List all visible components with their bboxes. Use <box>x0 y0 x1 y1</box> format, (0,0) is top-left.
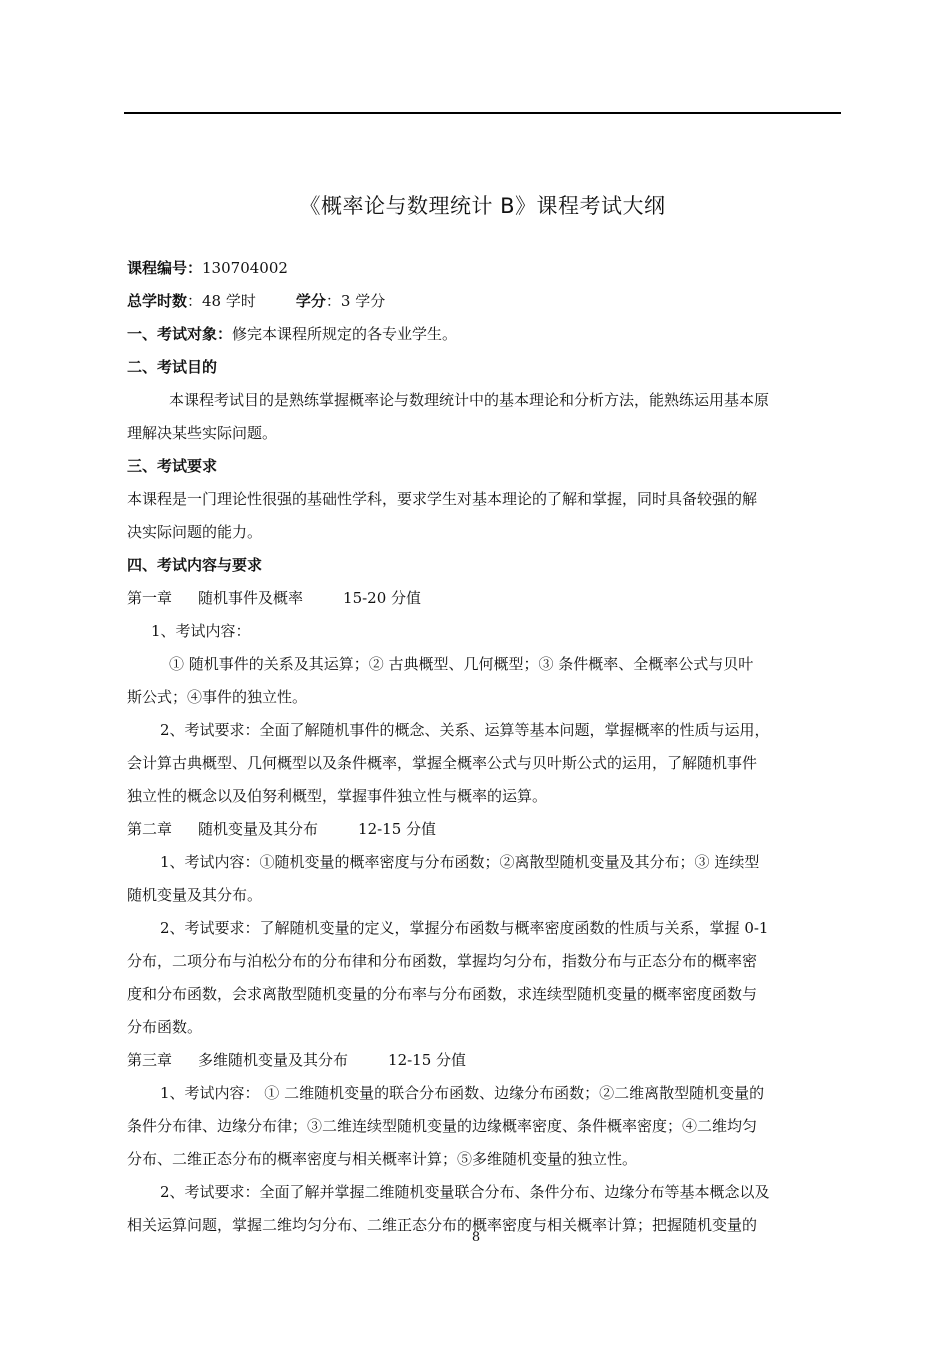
paragraph-line: 会计算古典概型、几何概型以及条件概率，掌握全概率公式与贝叶斯公式的运用，了解随机事件 <box>127 754 758 772</box>
paragraph-line: 独立性的概念以及伯努利概型，掌握事件独立性与概率的运算。 <box>127 787 548 805</box>
header-rule <box>124 112 841 114</box>
paragraph-line: 1、考试内容：①随机变量的概率密度与分布函数；②离散型随机变量及其分布；③ 连续型 <box>160 853 760 871</box>
chapter-number: 第一章 <box>127 589 173 607</box>
chapter-name: 随机变量及其分布 <box>198 820 319 838</box>
hours-label: 总学时数 <box>127 292 188 310</box>
hours-value: ：48 学时 <box>187 292 256 310</box>
section-heading-requirements: 三、考试要求 <box>127 457 218 475</box>
paragraph-line: 2、考试要求：了解随机变量的定义，掌握分布函数与概率密度函数的性质与关系，掌握 0-1 <box>160 919 769 937</box>
paragraph-line: 本课程是一门理论性很强的基础性学科，要求学生对基本理论的了解和掌握，同时具备较强的解 <box>127 490 758 508</box>
paragraph-line: 条件分布律、边缘分布律；③二维连续型随机变量的边缘概率密度、条件概率密度；④二维均匀 <box>127 1117 758 1135</box>
document-title: 《概率论与数理统计 B》课程考试大纲 <box>299 194 666 218</box>
course-code-value: 130704002 <box>202 259 288 277</box>
paragraph-line: 分布函数。 <box>127 1018 203 1036</box>
section-heading-content: 四、考试内容与要求 <box>127 556 263 574</box>
document-body <box>127 252 839 1242</box>
paragraph-line: 度和分布函数，会求离散型随机变量的分布率与分布函数，求连续型随机变量的概率密度函数与 <box>127 985 758 1003</box>
chapter-score: 12-15 分值 <box>358 820 437 838</box>
chapter-name: 随机事件及概率 <box>198 589 304 607</box>
credit-value: ：3 学分 <box>325 292 386 310</box>
exam-target-value: 修完本课程所规定的各专业学生。 <box>232 325 458 343</box>
paragraph-line: 决实际问题的能力。 <box>127 523 263 541</box>
credit-label: 学分 <box>295 292 326 310</box>
chapter-heading <box>127 1044 839 1077</box>
course-code-label: 课程编号： <box>127 259 203 277</box>
paragraph-line: 斯公式；④事件的独立性。 <box>127 688 308 706</box>
paragraph-line: 相关运算问题，掌握二维均匀分布、二维正态分布的概率密度与相关概率计算；把握随机变量的 <box>127 1216 758 1234</box>
paragraph-line: 1、考试内容： ① 二维随机变量的联合分布函数、边缘分布函数；②二维离散型随机变量的 <box>160 1084 765 1102</box>
paragraph-line: 2、考试要求：全面了解并掌握二维随机变量联合分布、条件分布、边缘分布等基本概念以及 <box>160 1183 770 1201</box>
paragraph-line: 分布、二维正态分布的概率密度与相关概率计算；⑤多维随机变量的独立性。 <box>127 1150 638 1168</box>
chapter-score: 12-15 分值 <box>388 1051 467 1069</box>
paragraph-line: ① 随机事件的关系及其运算；② 古典概型、几何概型；③ 条件概率、全概率公式与贝叶 <box>169 655 754 673</box>
course-code-line <box>127 252 839 285</box>
chapter-name: 多维随机变量及其分布 <box>198 1051 349 1069</box>
paragraph-line: 分布，二项分布与泊松分布的分布律和分布函数，掌握均匀分布，指数分布与正态分布的概率密 <box>127 952 758 970</box>
exam-target-label: 一、考试对象： <box>127 325 233 343</box>
chapter-heading <box>127 582 839 615</box>
paragraph-line: 本课程考试目的是熟练掌握概率论与数理统计中的基本理论和分析方法，能熟练运用基本原 <box>169 391 770 409</box>
content-label: 1、考试内容： <box>151 622 251 640</box>
paragraph-line: 随机变量及其分布。 <box>127 886 263 904</box>
chapter-number: 第三章 <box>127 1051 173 1069</box>
paragraph-line: 理解决某些实际问题。 <box>127 424 278 442</box>
chapter-score: 15-20 分值 <box>343 589 422 607</box>
exam-target-line <box>127 318 839 351</box>
page-number: 8 <box>471 1230 481 1245</box>
paragraph-line: 2、考试要求：全面了解随机事件的概念、关系、运算等基本问题，掌握概率的性质与运用， <box>160 721 770 739</box>
hours-credit-line <box>127 285 839 318</box>
chapter-number: 第二章 <box>127 820 173 838</box>
section-heading-purpose: 二、考试目的 <box>127 358 218 376</box>
chapter-heading <box>127 813 839 846</box>
